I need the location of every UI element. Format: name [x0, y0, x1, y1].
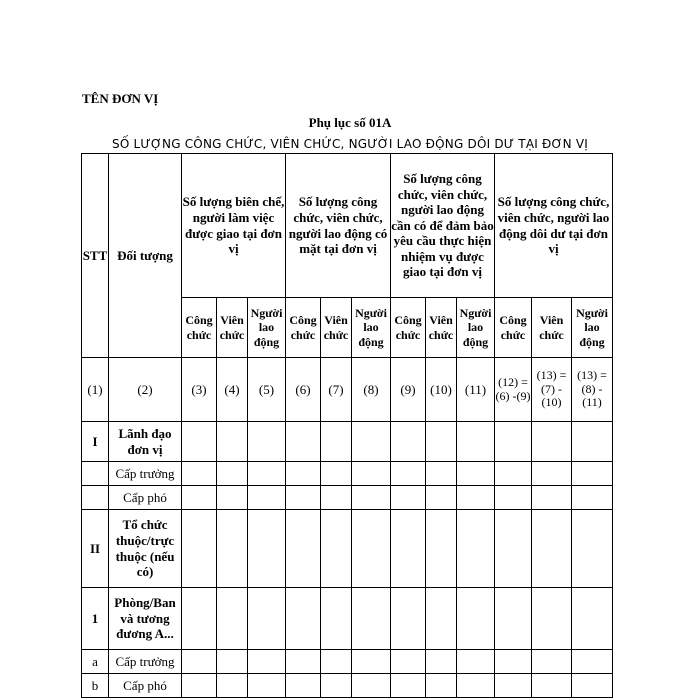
appendix-label: Phụ lục số 01A — [308, 115, 392, 130]
row-stt — [82, 486, 109, 510]
row-label: Lãnh đạo đơn vị — [109, 422, 182, 462]
sub-cong-chuc: Công chức — [495, 298, 532, 358]
unit-name: TÊN ĐƠN VỊ — [82, 91, 159, 106]
sub-nguoi-lao-dong: Người lao động — [248, 298, 286, 358]
header-stt: STT — [82, 154, 109, 358]
col-number: (13) = (7) - (10) — [532, 358, 572, 422]
sub-vien-chuc: Viên chức — [321, 298, 352, 358]
col-number: (9) — [391, 358, 426, 422]
sub-cong-chuc: Công chức — [286, 298, 321, 358]
row-label: Cấp trưởng — [109, 462, 182, 486]
sub-nguoi-lao-dong: Người lao động — [572, 298, 613, 358]
col-number: (4) — [217, 358, 248, 422]
row-stt: 1 — [82, 588, 109, 650]
sub-nguoi-lao-dong: Người lao động — [352, 298, 391, 358]
row-label: Cấp trưởng — [109, 650, 182, 674]
sub-cong-chuc: Công chức — [182, 298, 217, 358]
row-label: Phòng/Ban và tương đương A... — [109, 588, 182, 650]
header-group-present: Số lượng công chức, viên chức, người lao động có mặt tại đơn vị — [286, 154, 391, 298]
document-title: SỐ LƯỢNG CÔNG CHỨC, VIÊN CHỨC, NGƯỜI LAO ĐỘNG DÔI DƯ TẠI ĐƠN VỊ — [112, 137, 588, 151]
header-group-assigned: Số lượng biên chế, người làm việc được giao tại đơn vị — [182, 154, 286, 298]
col-number: (1) — [82, 358, 109, 422]
row-label: Cấp phó — [109, 486, 182, 510]
col-number: (2) — [109, 358, 182, 422]
sub-cong-chuc: Công chức — [391, 298, 426, 358]
col-number: (8) — [352, 358, 391, 422]
row-stt: b — [82, 674, 109, 698]
col-number: (13) = (8) - (11) — [572, 358, 613, 422]
row-label: Cấp phó — [109, 674, 182, 698]
col-number: (11) — [457, 358, 495, 422]
header-group-surplus: Số lượng công chức, viên chức, người lao động dôi dư tại đơn vị — [495, 154, 613, 298]
surplus-staff-table — [81, 153, 613, 698]
row-stt — [82, 462, 109, 486]
sub-vien-chuc: Viên chức — [426, 298, 457, 358]
row-label: Tổ chức thuộc/trực thuộc (nếu có) — [109, 510, 182, 588]
col-number: (6) — [286, 358, 321, 422]
col-number: (10) — [426, 358, 457, 422]
col-number: (7) — [321, 358, 352, 422]
sub-vien-chuc: Viên chức — [217, 298, 248, 358]
row-stt: II — [82, 510, 109, 588]
col-number: (5) — [248, 358, 286, 422]
col-number: (3) — [182, 358, 217, 422]
header-group-required: Số lượng công chức, viên chức, người lao động cần có để đảm bảo yêu cầu thực hiện nhiệm vụ được giao tại đơn vị — [391, 154, 495, 298]
row-stt: a — [82, 650, 109, 674]
sub-vien-chuc: Viên chức — [532, 298, 572, 358]
col-number: (12) = (6) -(9) — [495, 358, 532, 422]
row-stt: I — [82, 422, 109, 462]
header-object: Đối tượng — [109, 154, 182, 358]
sub-nguoi-lao-dong: Người lao động — [457, 298, 495, 358]
